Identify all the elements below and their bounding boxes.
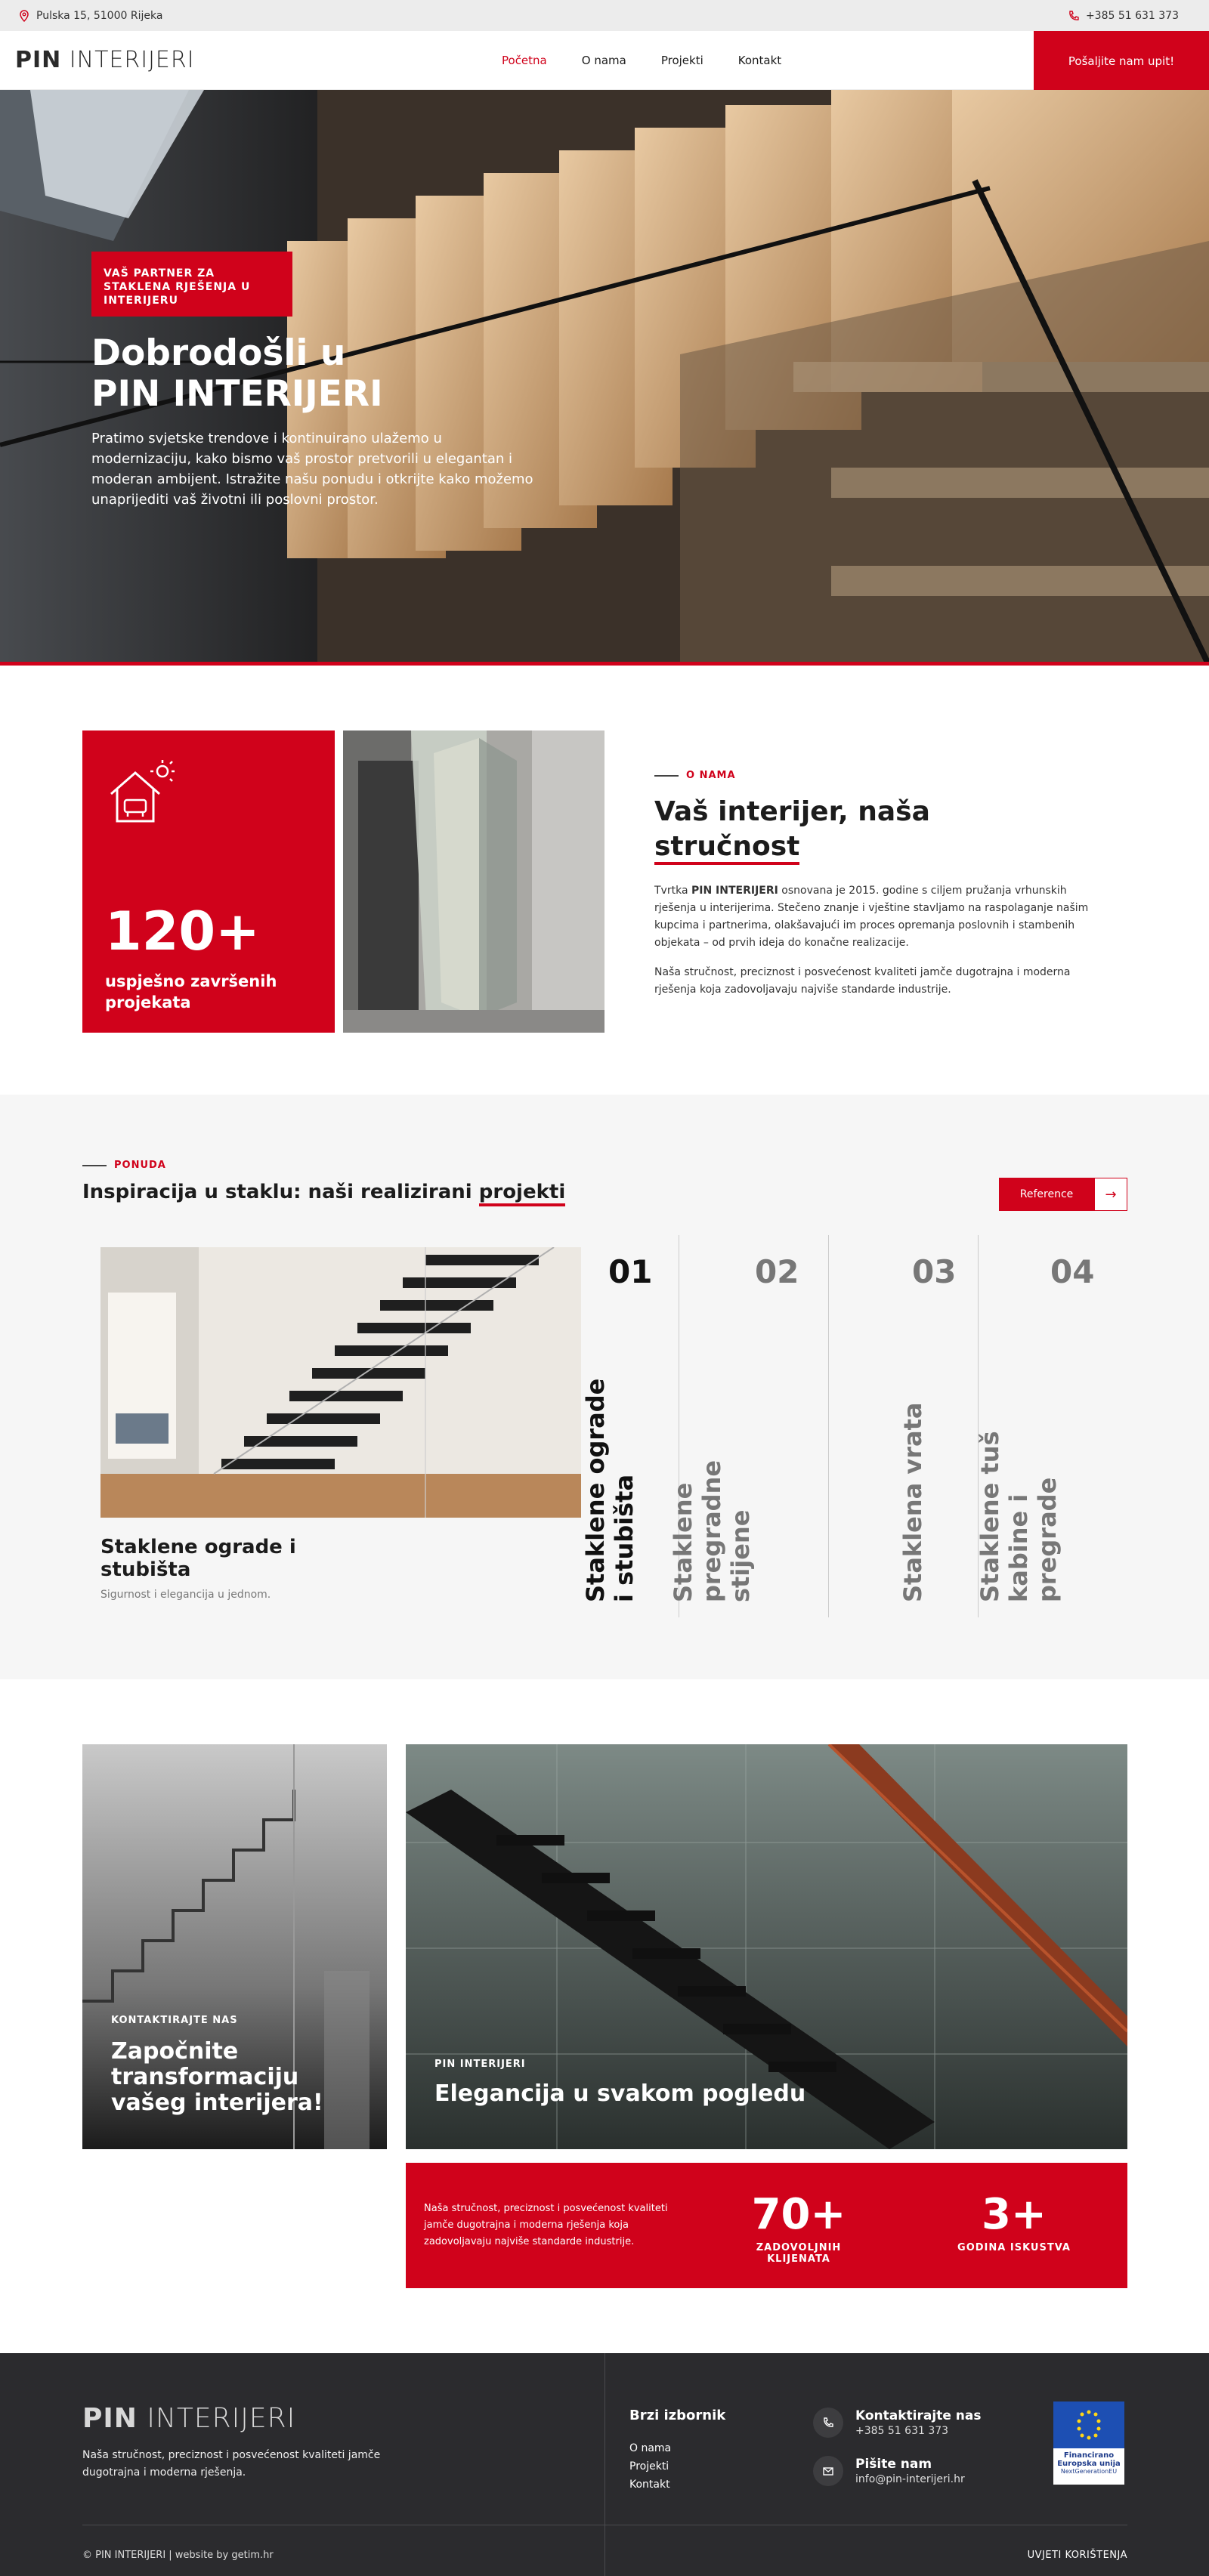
copyright: © PIN INTERIJERI | website by getim.hr: [82, 2550, 274, 2561]
category-item-4[interactable]: [976, 1235, 1126, 1617]
glass-partition-image: [343, 730, 604, 1033]
location-pin-icon: [18, 10, 30, 22]
elegance-promo-card[interactable]: [406, 1744, 1127, 2149]
experience-stat-label: GODINA ISKUSTVA: [957, 2242, 1071, 2253]
projects-title: Inspiracija u staklu: naši realizirani projekti: [82, 1181, 565, 1203]
nav-kontakt[interactable]: Kontakt: [737, 53, 782, 67]
elegance-promo-eyebrow: PIN INTERIJERI: [434, 2059, 526, 2070]
logo[interactable]: PIN INTERIJERI: [15, 47, 195, 73]
eu-badge-line1: Financirano: [1063, 2451, 1115, 2460]
phone-text: +385 51 631 373: [1085, 9, 1179, 22]
site-header: [0, 31, 1209, 90]
gallery-section: [0, 1679, 1209, 2353]
reference-button-label[interactable]: Reference: [999, 1178, 1094, 1211]
projects-stat-number: 120+: [105, 900, 260, 962]
eu-funding-badge: [1053, 2401, 1124, 2485]
nav-o-nama[interactable]: O nama: [581, 53, 626, 67]
category-label: Staklena vrata: [898, 1402, 927, 1602]
category-label: Staklene ograde i stubišta: [581, 1378, 639, 1602]
experience-stat: [950, 2190, 1078, 2253]
category-item-2[interactable]: [669, 1235, 829, 1617]
about-paragraph-2: Naša stručnost, preciznost i posvećenost kvaliteti jamče dugotrajna i moderna rješenja koja zadovoljavaju najviše standarde industrije.: [654, 966, 1071, 996]
footer-logo[interactable]: PIN INTERIJERI: [82, 2403, 296, 2434]
about-title: Vaš interijer, naša stručnost: [654, 795, 1093, 864]
footer-email-contact[interactable]: [813, 2456, 965, 2486]
contact-promo-eyebrow: KONTAKTIRAJTE NAS: [111, 2015, 238, 2026]
category-number: 03: [912, 1253, 957, 1290]
hero-section: [0, 90, 1209, 666]
footer-phone-contact[interactable]: [813, 2408, 981, 2438]
footer-email-title: Pišite nam: [855, 2457, 932, 2472]
footer-menu-title: Brzi izbornik: [629, 2408, 726, 2423]
eu-badge-line3: NextGenerationEU: [1060, 2468, 1118, 2475]
phone-link[interactable]: [1068, 10, 1179, 22]
reference-button[interactable]: [999, 1178, 1127, 1211]
main-nav: [502, 54, 781, 67]
nav-projekti[interactable]: Projekti: [660, 53, 703, 67]
about-text-block: [654, 770, 1093, 999]
projects-section: [0, 1095, 1209, 1679]
about-paragraph-1: Tvrtka PIN INTERIJERI osnovana je 2015. godine s ciljem pružanja vrhunskih rješenja u interijerima. Stečeno znanje i vještine stavljamo na raspolaganje našim kupcima i partnerima, olakšavajući im proces opremanja poslovnih i stambenih objekata – od prvih ideja do konačne realizacije.: [654, 885, 1089, 949]
contact-promo-card[interactable]: [82, 1744, 387, 2149]
experience-stat-number: 3+: [982, 2190, 1047, 2239]
clients-stat: [723, 2190, 874, 2265]
category-number: 01: [608, 1253, 653, 1290]
featured-project-subtitle: Sigurnost i elegancija u jednom.: [100, 1589, 271, 1601]
house-sun-icon: [105, 758, 175, 827]
nav-pocetna[interactable]: Početna: [502, 53, 547, 67]
phone-icon: [1068, 10, 1080, 22]
stats-panel-text: Naša stručnost, preciznost i posvećenost kvaliteti jamče dugotrajna i moderna rješenja koja zadovoljavaju najviše standarde industrije.: [424, 2203, 668, 2247]
terms-link[interactable]: UVJETI KORIŠTENJA: [1027, 2550, 1127, 2561]
footer-link-kontakt[interactable]: Kontakt: [629, 2479, 670, 2491]
category-number: 04: [1050, 1253, 1095, 1290]
top-bar: [0, 0, 1209, 31]
send-inquiry-button[interactable]: Pošaljite nam upit!: [1034, 31, 1209, 91]
category-item-1[interactable]: [581, 1235, 679, 1617]
projects-stat-box: [82, 730, 335, 1033]
hero-content: [91, 252, 545, 510]
footer-menu: [629, 2439, 671, 2494]
address: [18, 10, 162, 22]
eu-flag-icon: [1053, 2401, 1124, 2448]
address-text: Pulska 15, 51000 Rijeka: [36, 9, 163, 22]
footer-divider-vertical: [604, 2353, 605, 2576]
footer-link-o-nama[interactable]: O nama: [629, 2442, 672, 2454]
footer-email-address: info@pin-interijeri.hr: [855, 2473, 965, 2485]
contact-promo-title: Započnite transformaciju vašeg interijera!: [111, 2038, 323, 2116]
footer-description: Naša stručnost, preciznost i posvećenost kvaliteti jamče dugotrajna i moderna rješenja.: [82, 2449, 381, 2479]
hero-title: Dobrodošli u PIN INTERIJERI: [91, 332, 383, 415]
hero-badge: VAŠ PARTNER ZA STAKLENA RJEŠENJA U INTERIJERU: [91, 252, 292, 317]
footer-contact-title: Kontaktirajte nas: [855, 2408, 982, 2423]
stats-panel: [406, 2163, 1127, 2288]
about-eyebrow: O NAMA: [654, 770, 1093, 781]
project-categories: [581, 1235, 1126, 1617]
category-item-3[interactable]: [829, 1235, 979, 1617]
projects-eyebrow: PONUDA: [82, 1160, 166, 1171]
site-footer: [0, 2353, 1209, 2576]
about-section: [0, 666, 1209, 1095]
category-label: Staklene tuš kabine i pregrade: [976, 1431, 1062, 1602]
category-number: 02: [755, 1253, 799, 1290]
featured-project-image[interactable]: [100, 1247, 581, 1518]
phone-icon: [813, 2408, 843, 2438]
eu-badge-line2: Europska unija: [1057, 2460, 1121, 2468]
featured-project-caption: Staklene ograde i stubišta: [100, 1536, 296, 1581]
footer-link-projekti[interactable]: Projekti: [629, 2460, 669, 2473]
envelope-icon: [813, 2456, 843, 2486]
projects-stat-label: uspješno završenih projekata: [105, 972, 277, 1012]
clients-stat-label: ZADOVOLJNIH KLIJENATA: [756, 2242, 842, 2265]
arrow-right-icon[interactable]: →: [1094, 1178, 1127, 1211]
footer-contact-phone: +385 51 631 373: [855, 2425, 949, 2437]
hero-text: Pratimo svjetske trendove i kontinuirano ulažemo u modernizaciju, kako bismo vaš prostor pretvorili u elegantan i moderan ambijent. Istražite našu ponudu i otkrijte kako možemo unaprijediti vaš životni ili poslovni prostor.: [91, 431, 533, 508]
elegance-promo-title: Elegancija u svakom pogledu: [434, 2080, 806, 2107]
clients-stat-number: 70+: [751, 2190, 846, 2239]
category-label: Staklene pregradne stijene: [669, 1459, 755, 1602]
